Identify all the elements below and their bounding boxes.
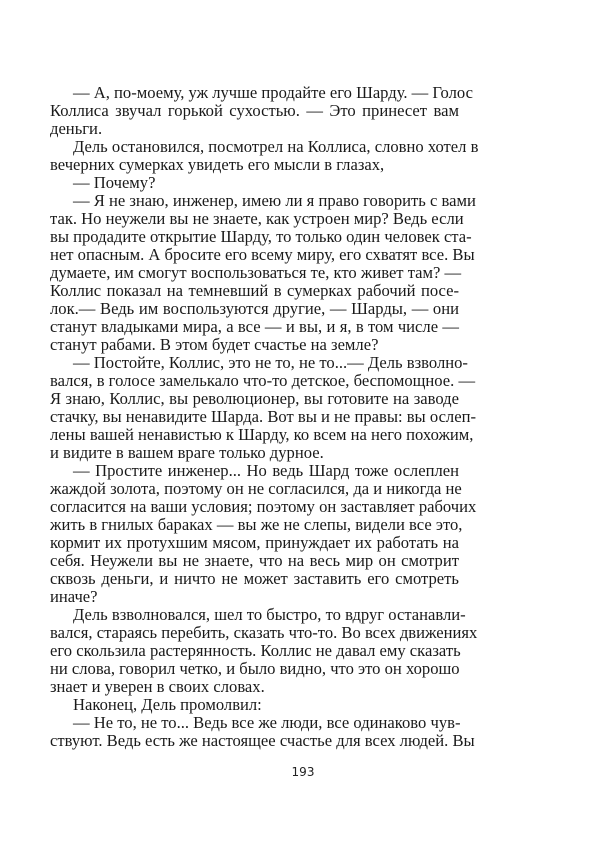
text-line: — Простите инженер... Но ведь Шард тоже ослеплен — [73, 461, 459, 480]
text-line: — А, по-моему, уж лучше продайте его Шарду. — Голос — [73, 83, 473, 102]
text-line: и видите в вашем враге только дурное. — [50, 443, 324, 462]
text-line: иначе? — [50, 587, 98, 606]
page-number: 193 — [291, 765, 315, 779]
text-line: вался, в голосе замелькало что-то детское, беспомощное. — — [50, 371, 476, 390]
text-line: сквозь деньги, и ничто не может заставить его смотреть — [50, 569, 459, 588]
text-line: согласится на ваши условия; поэтому он заставляет рабочих — [50, 497, 477, 516]
text-line: — Не то, не то... Ведь все же люди, все одинаково чув- — [73, 713, 461, 732]
text-line: жаждой золота, поэтому он не согласился, да и никогда не — [50, 479, 462, 498]
text-line: себя. Неужели вы не знаете, что на весь мир он смотрит — [50, 551, 459, 570]
text-line: жить в гнилых бараках — вы же не слепы, видели все это, — [50, 515, 463, 534]
body-text — [50, 83, 479, 750]
text-line: деньги. — [50, 119, 103, 138]
text-line: Коллиса звучал горькой сухостью. — Это принесет вам — [50, 101, 459, 120]
text-line: — Я не знаю, инженер, имею ли я право говорить с вами — [73, 191, 476, 210]
text-line: вы продадите открытие Шарду, то только один человек ста- — [50, 227, 472, 246]
text-line: — Почему? — [73, 173, 156, 192]
text-line: Коллис показал на темневший в сумерках рабочий посе- — [50, 281, 459, 300]
text-line: знает и уверен в своих словах. — [50, 677, 265, 696]
text-line: так. Но неужели вы не знаете, как устроен мир? Ведь если — [50, 209, 464, 228]
text-line: Дель взволновался, шел то быстро, то вдруг останавли- — [73, 605, 466, 624]
text-line: лены вашей ненавистью к Шарду, ко всем на него похожим, — [50, 425, 474, 444]
text-line: нет опасным. А бросите его всему миру, его схватят все. Вы — [50, 245, 475, 264]
text-line: думаете, им смогут воспользоваться те, кто живет там? — — [50, 263, 462, 282]
text-line: Я знаю, Коллис, вы революционер, вы готовите на заводе — [50, 389, 459, 408]
text-line: Наконец, Дель промолвил: — [73, 695, 262, 714]
text-line: станут владыками мира, а все — и вы, и я, в том числе — — [50, 317, 459, 336]
text-line: вечерних сумерках увидеть его мысли в глазах, — [50, 155, 385, 174]
text-line: ни слова, говорил четко, и было видно, что это он хорошо — [50, 659, 460, 678]
text-line: ствуют. Ведь есть же настоящее счастье для всех людей. Вы — [50, 731, 475, 750]
text-line: его скользила растерянность. Коллис не давал ему сказать — [50, 641, 461, 660]
text-line: — Постойте, Коллис, это не то, не то...— Дель взволно- — [73, 353, 468, 372]
text-line: стачку, вы ненавидите Шарда. Вот вы и не правы: вы ослеп- — [50, 407, 476, 426]
text-line: станут рабами. В этом будет счастье на земле? — [50, 335, 379, 354]
text-line: лок.— Ведь им воспользуются другие, — Шарды, — они — [50, 299, 459, 318]
text-line: Дель остановился, посмотрел на Коллиса, словно хотел в — [73, 137, 479, 156]
text-line: вался, стараясь перебить, сказать что-то. Во всех движениях — [50, 623, 478, 642]
text-line: кормит их протухшим мясом, принуждает их работать на — [50, 533, 459, 552]
